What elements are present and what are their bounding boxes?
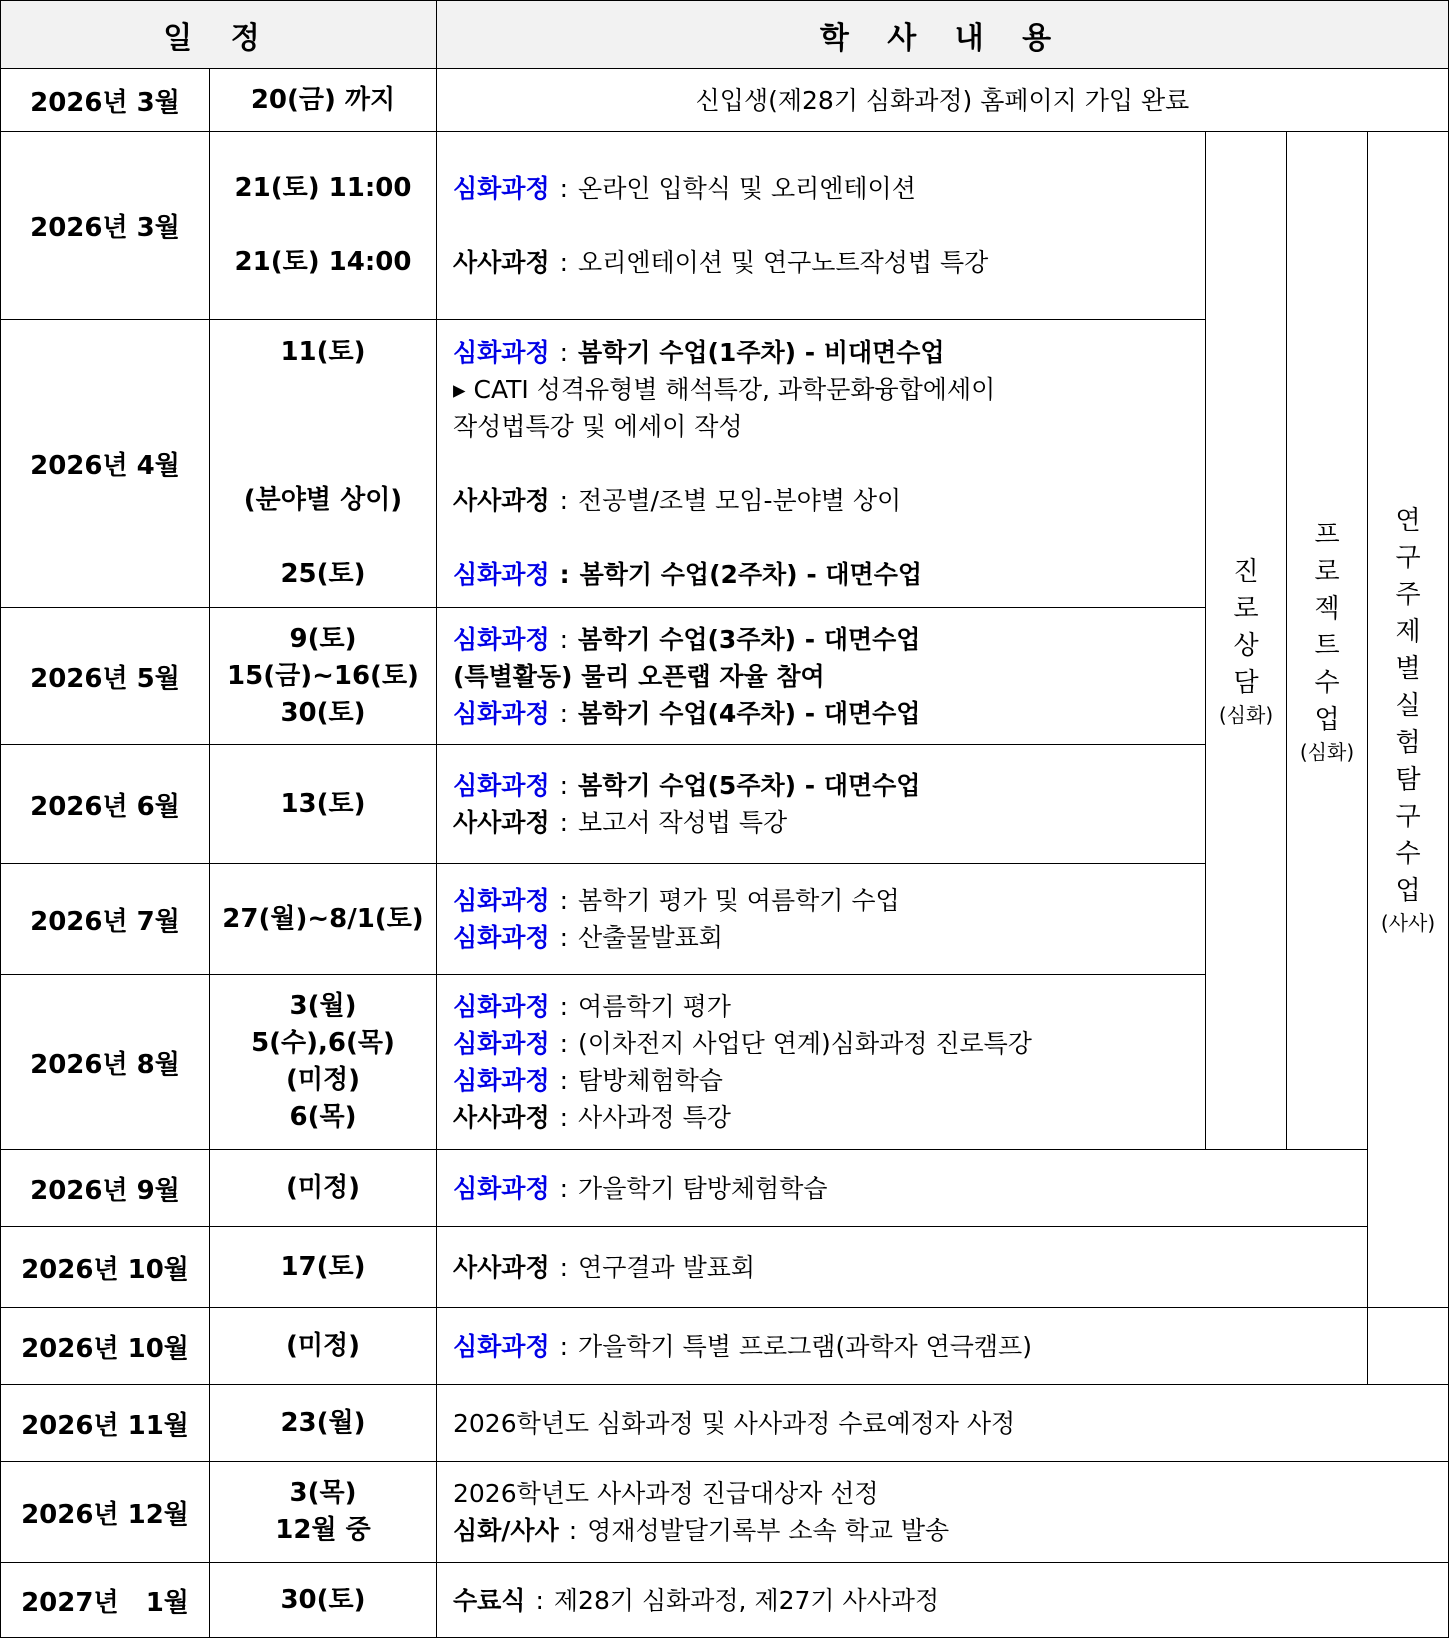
- simhwa-tag: 심화과정: [453, 771, 550, 800]
- item-text: 산출물발표회: [578, 923, 723, 952]
- content-line: [453, 1249, 755, 1286]
- row-month: 2026년 3월: [0, 68, 210, 132]
- separator: :: [559, 1029, 569, 1058]
- vertical-char: 업: [1395, 876, 1421, 906]
- content-line: 작성법특강 및 에세이 작성: [453, 412, 743, 441]
- row-dates: [209, 1149, 437, 1227]
- vertical-char: 별: [1395, 654, 1421, 684]
- simhwa-tag: 심화과정: [453, 886, 550, 915]
- item-text: 봄학기 수업(1주차) - 비대면수업: [578, 338, 945, 367]
- side-column-career-counseling: [1205, 131, 1287, 1150]
- vertical-char: 담: [1233, 667, 1259, 698]
- row-dates: [209, 319, 437, 608]
- sasa-tag: 사사과정: [453, 248, 550, 277]
- item-text: 가을학기 탐방체험학습: [578, 1173, 828, 1203]
- item-text: 오리엔테이션 및 연구노트작성법 특강: [578, 248, 989, 277]
- vertical-char: 수: [1395, 839, 1421, 869]
- separator: :: [559, 624, 569, 654]
- content-line: [453, 244, 988, 281]
- item-text: 봄학기 수업(5주차) - 대면수업: [578, 771, 921, 800]
- empty-side-cell: [1367, 1307, 1449, 1385]
- date-line: 30(토): [280, 1584, 366, 1615]
- item-text: 봄학기 수업(3주차) - 대면수업: [578, 624, 921, 654]
- content-line: [453, 334, 945, 371]
- content-line: [453, 804, 787, 841]
- separator: :: [559, 1252, 569, 1282]
- date-line: (미정): [286, 1065, 360, 1095]
- vertical-char: 제: [1395, 617, 1421, 647]
- row-month: 2027년 1월: [0, 1562, 210, 1638]
- date-line: 21(토) 14:00: [234, 247, 412, 277]
- sasa-tag: 사사과정: [453, 486, 550, 515]
- item-text: 봄학기 수업(4주차) - 대면수업: [578, 698, 921, 728]
- content-line: [453, 767, 920, 804]
- vertical-note: (심화): [1299, 739, 1355, 764]
- row-dates: [209, 1226, 437, 1308]
- simhwa-tag: 심화과정: [453, 698, 550, 728]
- row-content: [436, 744, 1206, 864]
- date-line: (분야별 상이): [243, 485, 403, 515]
- item-text: 사사과정 특강: [578, 1103, 731, 1132]
- content-line: 2026학년도 심화과정 및 사사과정 수료예정자 사정: [453, 1408, 1016, 1438]
- content-line: [453, 621, 920, 658]
- header-content: 학 사 내 용: [436, 0, 1449, 69]
- simhwa-tag: 심화과정: [453, 1173, 550, 1203]
- side-column-project-class: [1286, 131, 1368, 1150]
- date-line: 21(토) 11:00: [234, 173, 412, 203]
- content-line: [453, 1582, 939, 1619]
- item-text: 전공별/조별 모임-분야별 상이: [578, 486, 902, 515]
- sasa-tag: 사사과정: [453, 808, 550, 837]
- separator: :: [559, 1103, 569, 1132]
- content-line: [453, 1062, 723, 1099]
- row-month: 2026년 6월: [0, 744, 210, 864]
- date-line: 15(금)~16(토): [227, 660, 419, 691]
- simhwa-tag: 심화과정: [453, 992, 550, 1021]
- vertical-char: 수: [1314, 667, 1340, 698]
- sasa-tag: 사사과정: [453, 1252, 550, 1282]
- row-month: 2026년 10월: [0, 1226, 210, 1308]
- date-line: (미정): [286, 1330, 360, 1361]
- content-line: [453, 1170, 828, 1207]
- side-column-research-experiment: [1367, 131, 1449, 1308]
- vertical-char: 연: [1395, 506, 1421, 536]
- date-line: 5(수),6(목): [251, 1028, 395, 1058]
- item-text: 연구결과 발표회: [578, 1252, 756, 1282]
- content-line: [453, 1099, 731, 1136]
- simhwa-tag: 심화과정: [453, 338, 550, 367]
- content-line: ▸ CATI 성격유형별 해석특강, 과학문화융합에세이: [453, 375, 996, 404]
- row-month: 2026년 11월: [0, 1384, 210, 1462]
- row-dates: [209, 607, 437, 745]
- separator: :: [559, 248, 569, 277]
- row-content: [436, 1562, 1449, 1638]
- item-text: 영재성발달기록부 소속 학교 발송: [587, 1516, 950, 1545]
- content-line: [453, 482, 901, 519]
- vertical-char: 진: [1233, 556, 1259, 587]
- vertical-char: 프: [1314, 519, 1340, 550]
- vertical-note: (심화): [1218, 702, 1274, 727]
- row-month: 2026년 9월: [0, 1149, 210, 1227]
- row-content: [436, 131, 1206, 320]
- content-line: [453, 1025, 1032, 1062]
- row-content: [436, 68, 1449, 132]
- content-line: (특별활동) 물리 오픈랩 자율 참여: [453, 661, 825, 691]
- item-text: 온라인 입학식 및 오리엔테이션: [578, 174, 916, 203]
- separator: :: [535, 1585, 544, 1615]
- separator: :: [559, 1331, 569, 1361]
- date-line: 27(월)~8/1(토): [222, 903, 424, 934]
- vertical-char: 구: [1395, 802, 1421, 832]
- row-month: 2026년 7월: [0, 863, 210, 975]
- vertical-char: 탐: [1395, 765, 1421, 795]
- date-line: 23(월): [280, 1407, 366, 1438]
- separator: :: [559, 808, 569, 837]
- simhwa-sasa-tag: 심화/사사: [453, 1516, 559, 1545]
- content-line: 신입생(제28기 심화과정) 홈페이지 가입 완료: [695, 85, 1190, 115]
- item-text: 보고서 작성법 특강: [578, 808, 788, 837]
- header-schedule: 일 정: [0, 0, 437, 69]
- content-line: [453, 1328, 1032, 1365]
- item-text: 여름학기 평가: [578, 992, 731, 1021]
- separator: :: [559, 1173, 569, 1203]
- item-text: 제28기 심화과정, 제27기 사사과정: [553, 1585, 940, 1615]
- date-line: 13(토): [280, 788, 366, 819]
- separator: :: [559, 486, 569, 515]
- row-dates: [209, 744, 437, 864]
- row-month: 2026년 8월: [0, 974, 210, 1150]
- row-month: 2026년 5월: [0, 607, 210, 745]
- date-line: 11(토): [280, 337, 366, 367]
- vertical-char: 로: [1314, 556, 1340, 587]
- row-month: 2026년 12월: [0, 1461, 210, 1563]
- row-dates: [209, 1562, 437, 1638]
- row-month: 2026년 4월: [0, 319, 210, 608]
- content-line: [453, 919, 723, 956]
- content-line: [453, 882, 900, 919]
- date-line: 9(토): [289, 623, 357, 654]
- sasa-tag: 사사과정: [453, 1103, 550, 1132]
- separator: :: [559, 560, 570, 589]
- row-dates: [209, 863, 437, 975]
- row-dates: [209, 131, 437, 320]
- simhwa-tag: 심화과정: [453, 1029, 550, 1058]
- date-line: (미정): [286, 1172, 360, 1203]
- separator: :: [568, 1516, 578, 1545]
- item-text: 가을학기 특별 프로그램(과학자 연극캠프): [578, 1331, 1032, 1361]
- content-line: [453, 988, 731, 1025]
- simhwa-tag: 심화과정: [453, 923, 550, 952]
- item-text: 봄학기 수업(2주차) - 대면수업: [579, 560, 922, 589]
- separator: :: [559, 338, 569, 367]
- simhwa-tag: 심화과정: [453, 560, 550, 589]
- separator: :: [559, 1066, 569, 1095]
- row-content: [436, 1384, 1449, 1462]
- separator: :: [559, 771, 569, 800]
- vertical-char: 험: [1395, 728, 1421, 758]
- date-line: 30(토): [280, 697, 366, 728]
- vertical-char: 젝: [1314, 593, 1340, 624]
- date-line: 6(목): [289, 1102, 357, 1132]
- row-content: [436, 607, 1206, 745]
- simhwa-tag: 심화과정: [453, 624, 550, 654]
- graduation-tag: 수료식: [453, 1585, 526, 1615]
- vertical-note: (사사): [1380, 911, 1436, 935]
- date-line: 12월 중: [275, 1515, 371, 1545]
- date-line: 25(토): [280, 559, 366, 589]
- simhwa-tag: 심화과정: [453, 1331, 550, 1361]
- separator: :: [559, 886, 569, 915]
- row-dates: [209, 1461, 437, 1563]
- vertical-char: 업: [1314, 704, 1340, 735]
- separator: :: [559, 923, 569, 952]
- row-month: 2026년 3월: [0, 131, 210, 320]
- row-content: [436, 1149, 1368, 1227]
- vertical-char: 트: [1314, 630, 1340, 661]
- vertical-char: 상: [1233, 630, 1259, 661]
- content-line: 2026학년도 사사과정 진급대상자 선정: [453, 1479, 879, 1508]
- content-line: [453, 170, 916, 207]
- date-line: 3(월): [289, 991, 357, 1021]
- separator: :: [559, 698, 569, 728]
- row-content: [436, 863, 1206, 975]
- simhwa-tag: 심화과정: [453, 174, 550, 203]
- separator: :: [559, 174, 569, 203]
- item-text: 봄학기 평가 및 여름학기 수업: [578, 886, 900, 915]
- date-line: 17(토): [280, 1251, 366, 1282]
- row-content: [436, 1226, 1368, 1308]
- vertical-char: 실: [1395, 691, 1421, 721]
- row-month: 2026년 10월: [0, 1307, 210, 1385]
- simhwa-tag: 심화과정: [453, 1066, 550, 1095]
- content-line: [453, 556, 922, 593]
- content-line: [453, 695, 920, 732]
- row-content: [436, 974, 1206, 1150]
- row-dates: [209, 974, 437, 1150]
- item-text: 탐방체험학습: [578, 1066, 723, 1095]
- vertical-char: 주: [1395, 580, 1421, 610]
- vertical-char: 로: [1233, 593, 1259, 624]
- date-line: 20(금) 까지: [250, 84, 396, 115]
- row-content: [436, 1461, 1449, 1563]
- date-line: 3(목): [289, 1478, 357, 1508]
- row-dates: [209, 68, 437, 132]
- item-text: (이차전지 사업단 연계)심화과정 진로특강: [578, 1029, 1032, 1058]
- vertical-char: 구: [1395, 543, 1421, 573]
- row-content: [436, 319, 1206, 608]
- content-line: [453, 1512, 949, 1549]
- row-dates: [209, 1384, 437, 1462]
- separator: :: [559, 992, 569, 1021]
- row-content: [436, 1307, 1368, 1385]
- row-dates: [209, 1307, 437, 1385]
